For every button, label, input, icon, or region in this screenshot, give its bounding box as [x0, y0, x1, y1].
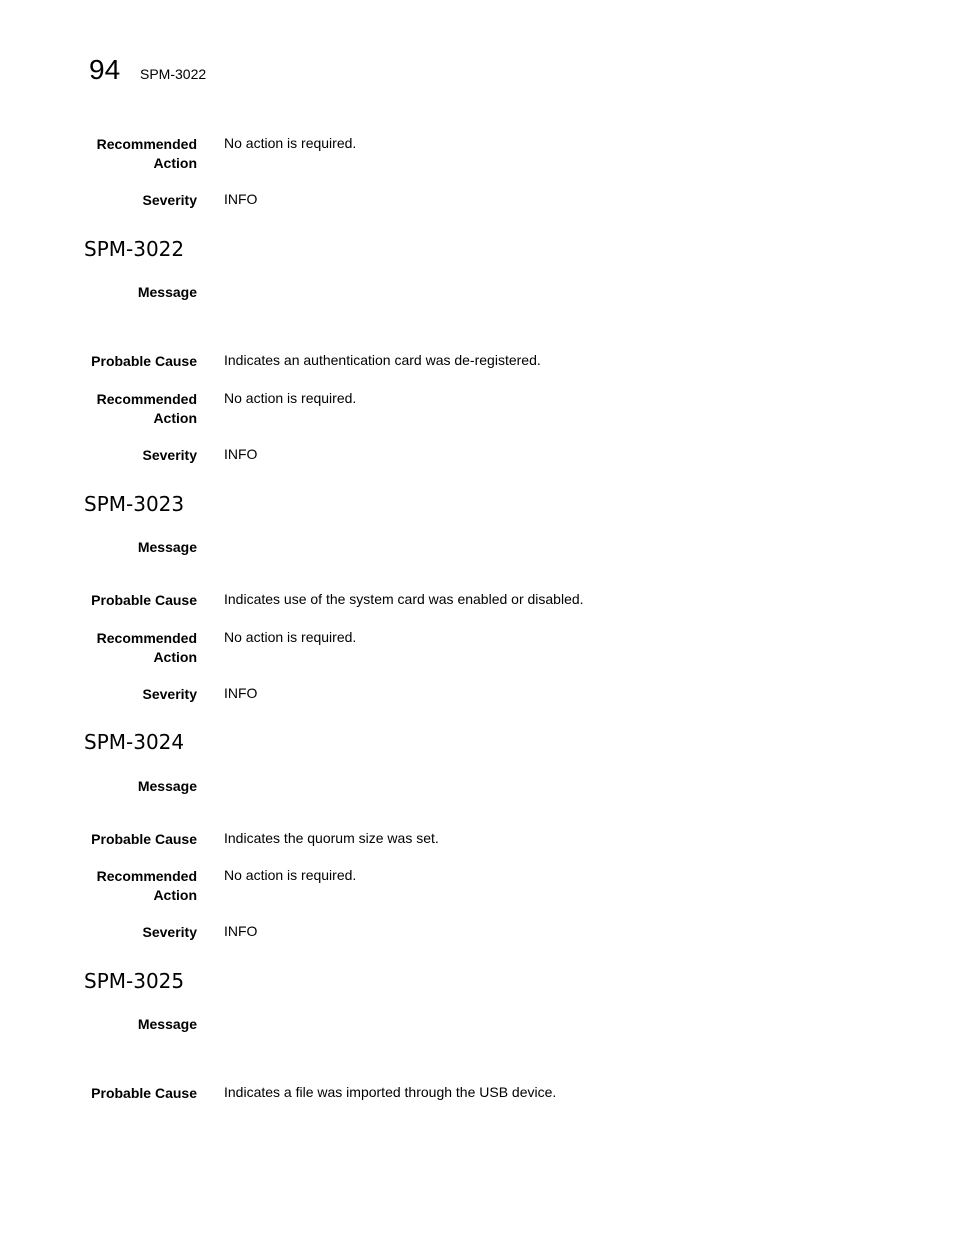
running-header-title: SPM-3022 [140, 66, 207, 82]
recommended-action-value: No action is required. [224, 390, 357, 406]
severity-label: Severity [142, 192, 197, 208]
severity-value: INFO [224, 685, 258, 701]
page-number: 94 [89, 54, 121, 85]
probable-cause-label: Probable Cause [91, 1085, 197, 1101]
recommended-action-label: Recommended Action [96, 391, 197, 426]
severity-label: Severity [142, 686, 197, 702]
probable-cause-label: Probable Cause [91, 831, 197, 847]
probable-cause-label: Probable Cause [91, 353, 197, 369]
message-label: Message [137, 539, 197, 555]
recommended-action-label: Recommended Action [96, 136, 197, 171]
recommended-action-label: Recommended Action [96, 630, 197, 665]
entry-heading: SPM-3024 [84, 730, 185, 754]
probable-cause-value: Indicates use of the system card was enabled or disabled. [224, 591, 584, 607]
probable-cause-value: Indicates a file was imported through the USB device. [224, 1084, 557, 1100]
probable-cause-value: Indicates an authentication card was de-registered. [224, 352, 541, 368]
probable-cause-label: Probable Cause [91, 592, 197, 608]
severity-value: INFO [224, 191, 258, 207]
entry-heading: SPM-3025 [84, 969, 185, 993]
probable-cause-value: Indicates the quorum size was set. [224, 830, 439, 846]
message-label: Message [137, 778, 197, 794]
severity-label: Severity [142, 924, 197, 940]
recommended-action-value: No action is required. [224, 629, 357, 645]
message-label: Message [137, 1016, 197, 1032]
recommended-action-value: No action is required. [224, 867, 357, 883]
message-label: Message [137, 284, 197, 300]
recommended-action-label: Recommended Action [96, 868, 197, 903]
severity-value: INFO [224, 446, 258, 462]
severity-value: INFO [224, 923, 258, 939]
entry-heading: SPM-3023 [84, 492, 185, 516]
entry-heading: SPM-3022 [84, 237, 185, 261]
recommended-action-value: No action is required. [224, 135, 357, 151]
severity-label: Severity [142, 447, 197, 463]
